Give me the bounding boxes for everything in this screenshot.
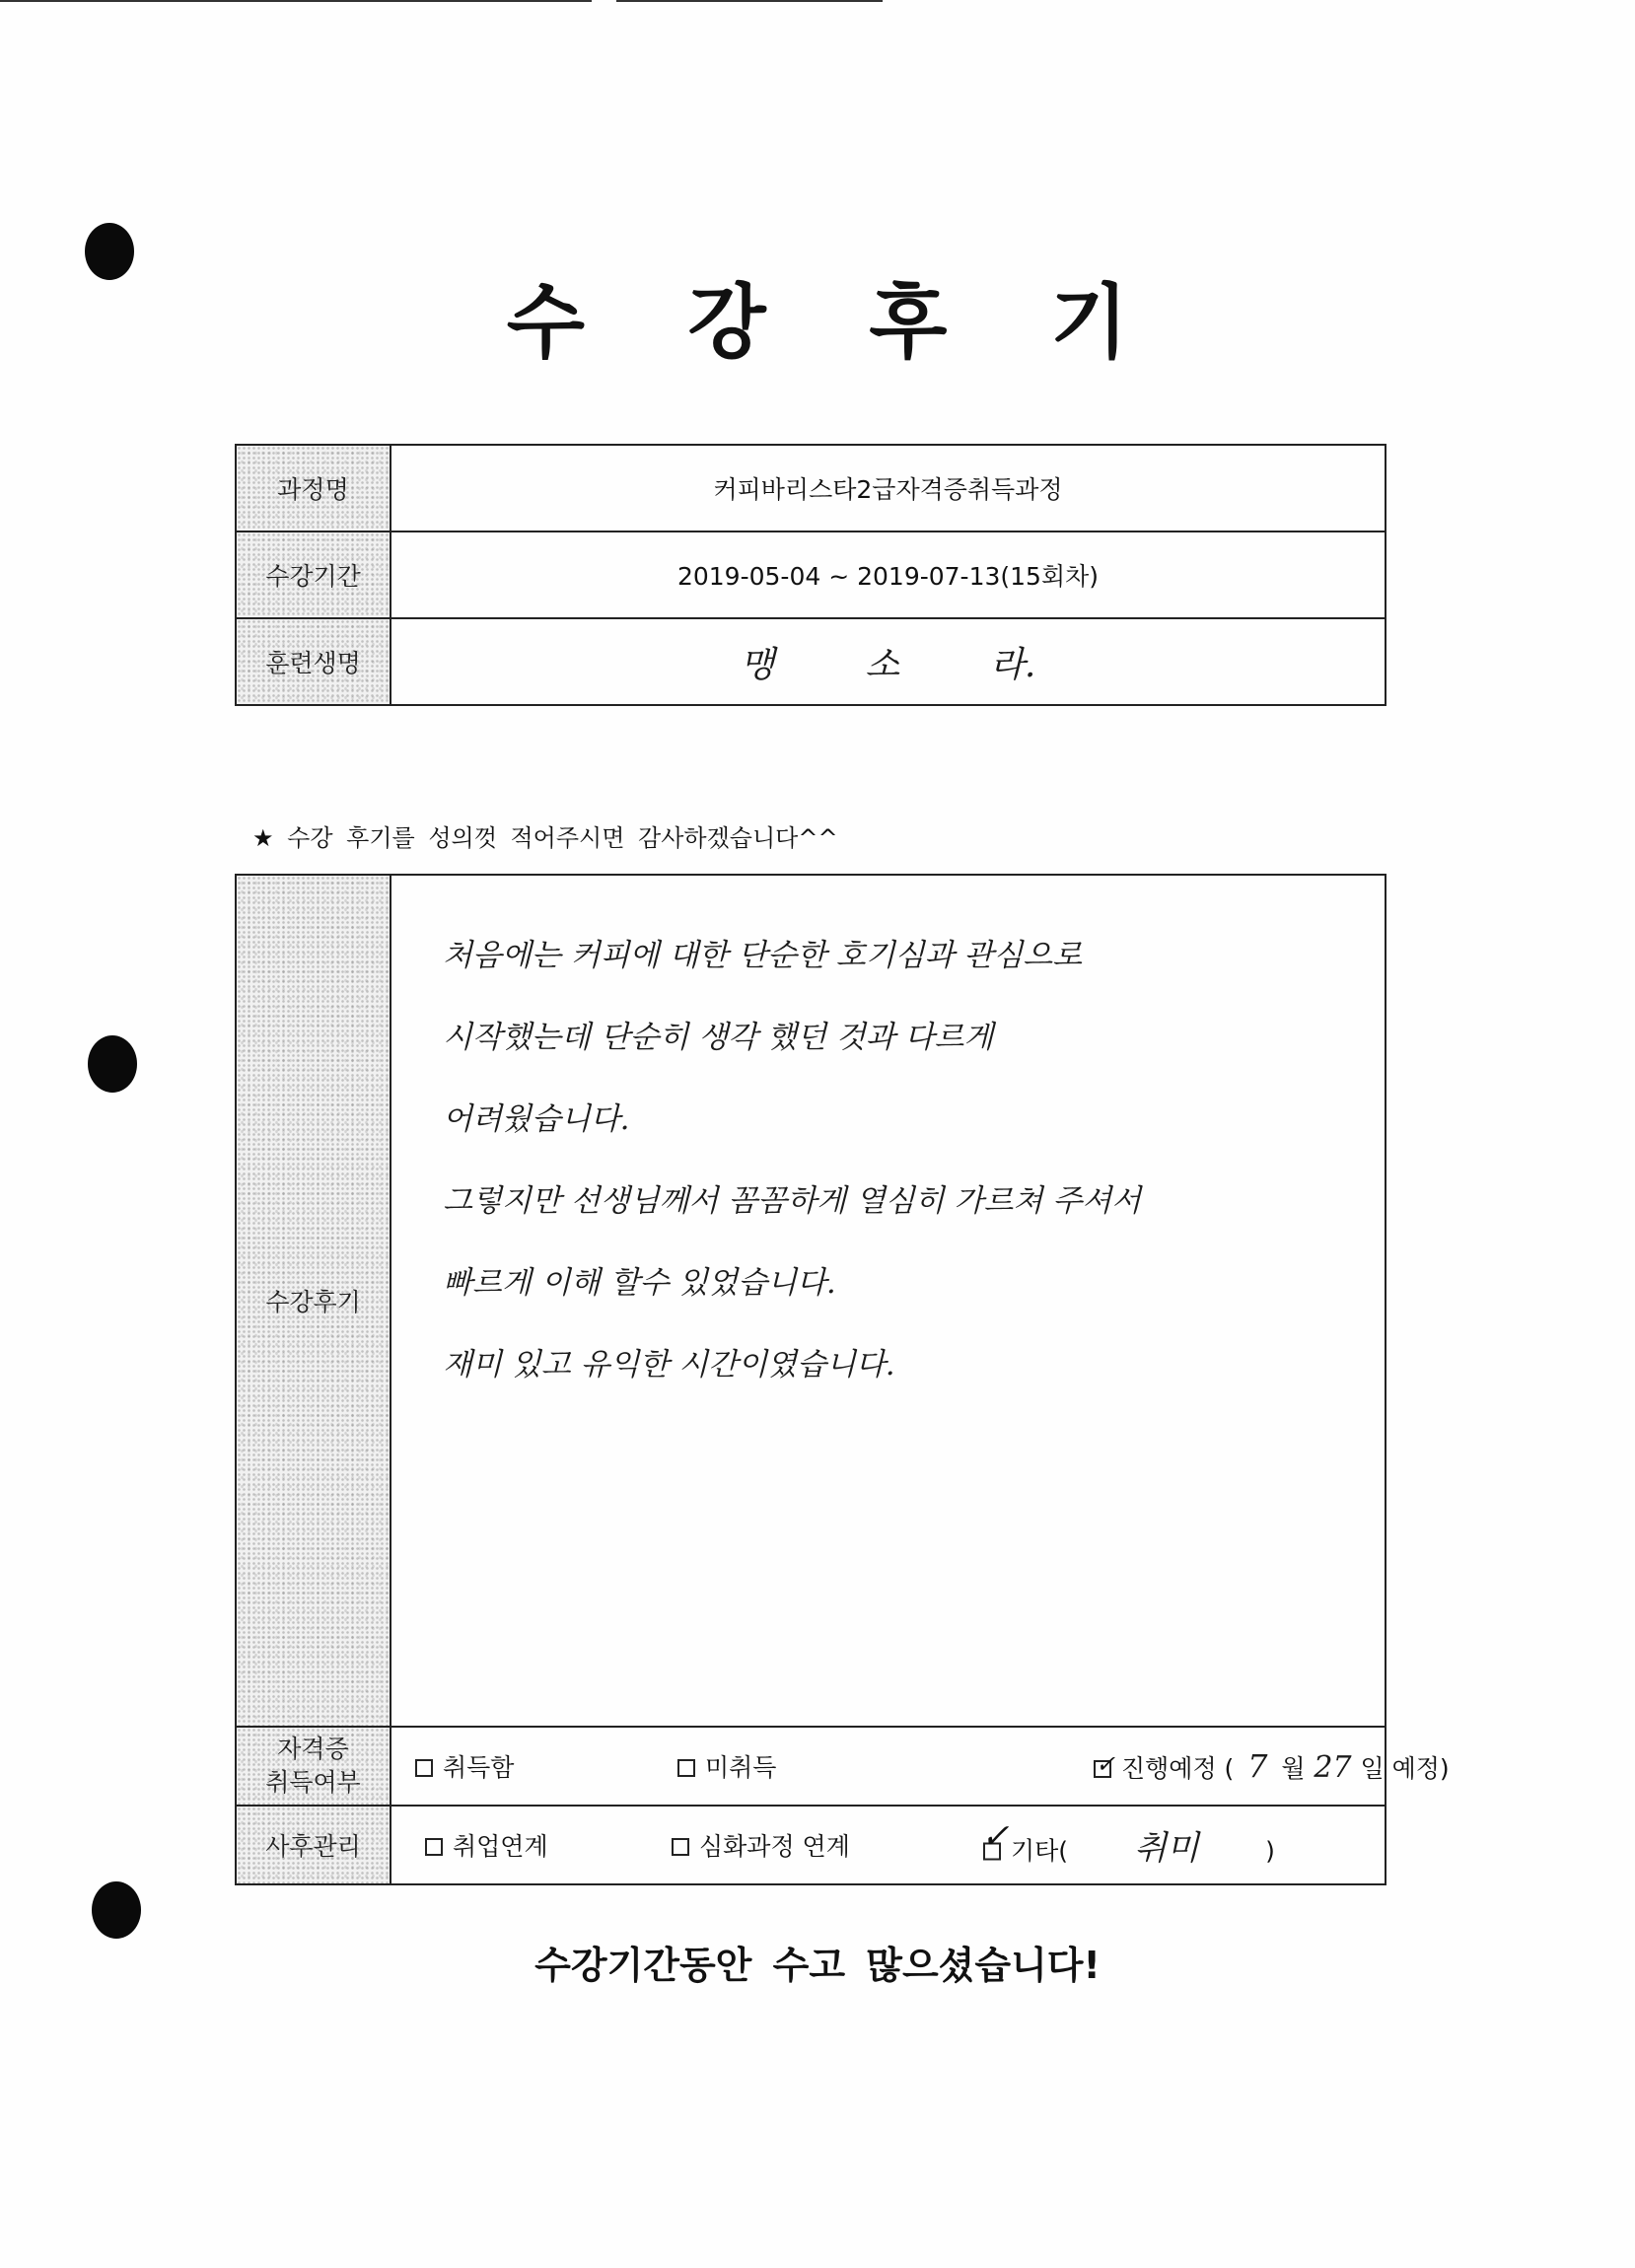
review-line: 처음에는 커피에 대한 단순한 호기심과 관심으로: [443, 938, 1083, 973]
closing-message: 수강기간동안 수고 많으셨습니다!: [534, 1944, 1101, 1987]
aftercare-label: 사후관리: [236, 1806, 391, 1884]
review-line: 어려웠습니다.: [443, 1101, 630, 1137]
review-label: 수강후기: [236, 875, 391, 1727]
review-line: 시작했는데 단순히 생각 했던 것과 다르게: [443, 1020, 994, 1055]
trainee-name: [391, 618, 1386, 705]
trainee-name-part: 소: [865, 644, 900, 685]
trainee-name-part: 맹: [740, 644, 775, 685]
review-handwriting: [391, 876, 1385, 1446]
option-other[interactable]: [981, 1816, 1275, 1870]
punch-hole-middle: [88, 1035, 137, 1093]
option-acquired-label: 취득함: [443, 1753, 515, 1782]
period-label: 수강기간: [236, 532, 391, 618]
certification-row: [236, 1727, 1386, 1806]
other-text: 취미: [1134, 1828, 1199, 1869]
period-row: [236, 532, 1386, 618]
option-advanced-course[interactable]: [672, 1827, 850, 1863]
option-advanced-course-label: 심화과정 연계: [699, 1832, 850, 1861]
check-mark-icon: ✓: [981, 1816, 1010, 1857]
certification-label-line: 취득여부: [265, 1768, 361, 1797]
trainee-row: [236, 618, 1386, 705]
checkbox-in-progress[interactable]: [1094, 1750, 1116, 1778]
option-not-acquired-label: 미취득: [705, 1753, 777, 1782]
review-line: 빠르게 이해 할수 있었습니다.: [443, 1265, 836, 1301]
review-content: [391, 875, 1386, 1727]
period-value: 2019-05-04 ~ 2019-07-13(15회차): [391, 532, 1386, 618]
option-job-linkage[interactable]: [425, 1827, 548, 1863]
course-label: 과정명: [236, 445, 391, 532]
month-unit: 월: [1281, 1754, 1306, 1783]
notice-text: ★ 수강 후기를 성의껏 적어주시면 감사하겠습니다^^: [252, 824, 838, 852]
option-not-acquired[interactable]: [677, 1748, 776, 1784]
other-close-paren: ): [1265, 1836, 1275, 1866]
page-title: 수 강 후 기: [506, 276, 1167, 370]
checkbox-advanced-course[interactable]: [672, 1838, 689, 1856]
top-scan-line-right: [616, 0, 883, 2]
review-line: 재미 있고 유익한 시간이였습니다.: [443, 1347, 895, 1382]
trainee-name-part: 라.: [990, 644, 1036, 685]
top-scan-line-left: [0, 0, 592, 2]
expected-day: 27: [1314, 1750, 1352, 1785]
aftercare-row: [236, 1806, 1386, 1884]
review-table: [235, 874, 1450, 1885]
option-in-progress[interactable]: [1094, 1747, 1450, 1785]
checkbox-not-acquired[interactable]: [677, 1759, 695, 1777]
option-in-progress-label: 진행예정 (: [1121, 1754, 1235, 1783]
expected-month: 7: [1247, 1747, 1268, 1785]
check-mark-icon: ✓: [1096, 1750, 1116, 1778]
checkbox-acquired[interactable]: [415, 1759, 433, 1777]
course-row: [236, 445, 1386, 532]
aftercare-options: [391, 1806, 1386, 1884]
option-job-linkage-label: 취업연계: [453, 1832, 548, 1861]
trainee-label: 훈련생명: [236, 618, 391, 705]
review-line: 그렇지만 선생님께서 꼼꼼하게 열심히 가르쳐 주셔서: [443, 1183, 1142, 1219]
review-row: [236, 875, 1386, 1727]
certification-label-line: 자격증: [277, 1735, 349, 1763]
certification-label: [236, 1727, 391, 1806]
course-value: 커피바리스타2급자격증취득과정: [391, 445, 1386, 532]
day-unit: 일 예정): [1360, 1754, 1450, 1783]
punch-hole-bottom: [92, 1881, 141, 1939]
certification-options: [391, 1727, 1450, 1806]
checkbox-other[interactable]: [981, 1816, 1010, 1861]
course-info-table: [235, 444, 1386, 706]
checkbox-job-linkage[interactable]: [425, 1838, 443, 1856]
option-acquired[interactable]: [415, 1748, 514, 1784]
option-other-label: 기타(: [1011, 1836, 1069, 1866]
